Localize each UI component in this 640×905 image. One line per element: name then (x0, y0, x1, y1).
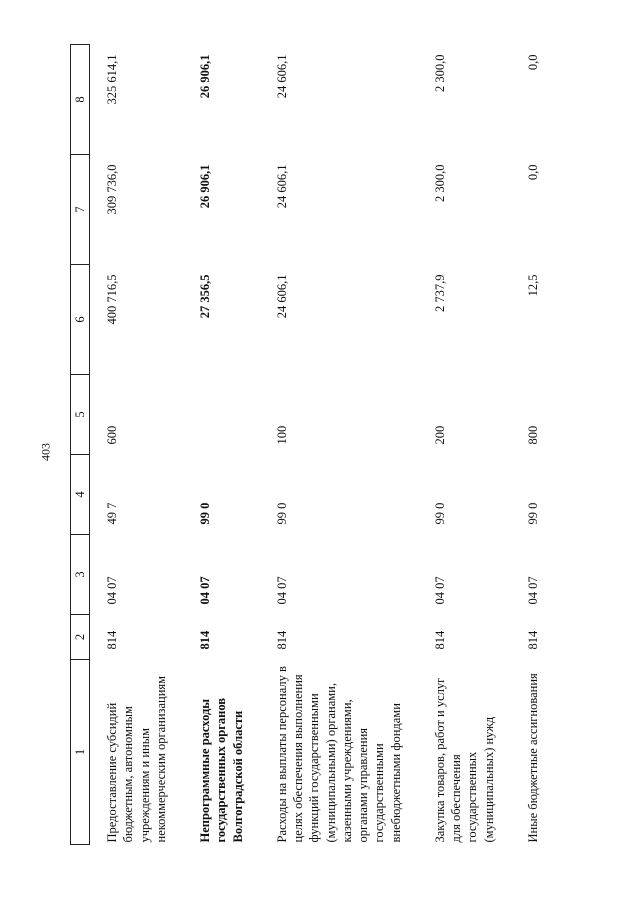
amount-cell: 12,5 (525, 274, 540, 297)
program-code-cell: 99 0 (274, 502, 289, 525)
amount-cell: 400 716,5 (105, 274, 119, 325)
amount-cell: 2 737,9 (432, 274, 447, 312)
amount-cell: 2 300,0 (432, 54, 447, 92)
description-cell: Иные бюджетные ассигнования (525, 673, 540, 843)
header-cell: 1 (71, 660, 90, 845)
header-cell: 4 (71, 455, 90, 535)
header-cell: 8 (71, 45, 90, 155)
program-code-cell: 99 0 (525, 502, 540, 525)
header-cell: 7 (71, 155, 90, 265)
table-body (90, 45, 556, 845)
header-cell: 2 (71, 615, 90, 660)
department-code-cell: 814 (105, 630, 119, 650)
expense-type-cell: 200 (432, 425, 447, 445)
program-code-cell: 99 0 (432, 502, 447, 525)
department-code-cell: 814 (274, 630, 289, 650)
budget-table (70, 44, 555, 845)
section-code-cell: 04 07 (525, 576, 540, 605)
section-code-cell: 04 07 (274, 576, 289, 605)
department-code-cell: 814 (432, 630, 447, 650)
expense-type-cell (183, 375, 260, 455)
section-code-cell: 04 07 (105, 576, 119, 605)
table-row (511, 45, 555, 845)
amount-cell: 26 906,1 (198, 164, 212, 209)
amount-cell: 24 606,1 (274, 164, 289, 209)
header-cell: 6 (71, 265, 90, 375)
amount-cell: 325 614,1 (105, 54, 119, 105)
header-row (71, 45, 90, 845)
department-code-cell: 814 (198, 630, 212, 650)
amount-cell: 2 300,0 (432, 164, 447, 202)
table-row (418, 45, 511, 845)
section-code-cell: 04 07 (198, 576, 212, 605)
amount-cell: 26 906,1 (198, 54, 212, 99)
description-cell: Расходы на выплаты персоналу в целях обеспечения выполнения функций государственными (муниципальными) органами, казенными учреждениями, органами управления государственными внебюджетными фондами (274, 666, 403, 843)
expense-type-cell: 600 (105, 425, 119, 445)
amount-cell: 27 356,5 (198, 274, 212, 319)
table-row (90, 45, 184, 845)
department-code-cell: 814 (525, 630, 540, 650)
program-code-cell: 99 0 (198, 502, 212, 525)
page-number-text: 403 (38, 443, 53, 461)
section-code-cell: 04 07 (432, 576, 447, 605)
table-row (183, 45, 260, 845)
header-cell: 5 (71, 375, 90, 455)
header-cell: 3 (71, 535, 90, 615)
amount-cell: 24 606,1 (274, 274, 289, 319)
amount-cell: 309 736,0 (105, 164, 119, 215)
budget-table-rotated (70, 45, 580, 845)
expense-type-cell: 100 (274, 425, 289, 445)
amount-cell: 0,0 (525, 54, 540, 71)
table-row (260, 45, 418, 845)
program-code-cell: 49 7 (105, 502, 119, 525)
description-cell: Предоставление субсидий бюджетным, автономным учреждениям и иным некоммерческим организациям (105, 675, 168, 843)
description-cell: Непрограммные расходы государственных органов Волгоградской области (198, 697, 245, 843)
description-cell: Закупка товаров, работ и услуг для обеспечения государственных (муниципальных) нужд (432, 677, 496, 843)
amount-cell: 24 606,1 (274, 54, 289, 99)
amount-cell: 0,0 (525, 164, 540, 181)
expense-type-cell: 800 (525, 425, 540, 445)
